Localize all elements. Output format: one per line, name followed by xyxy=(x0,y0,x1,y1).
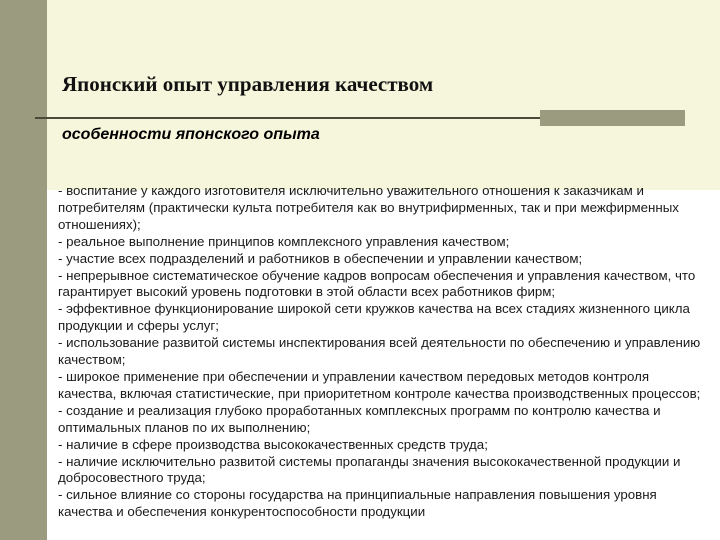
list-item: - широкое применение при обеспечении и управлении качеством передовых методов контроля качества, включая статистические, при приоритетном контроле качества производственных процессов; xyxy=(58,368,701,401)
slide-title: Японский опыт управления качеством xyxy=(62,72,434,96)
list-item: - создание и реализация глубоко проработанных комплексных программ по контролю качества и оптимальных планов по их выполнению; xyxy=(58,402,661,435)
list-item: - наличие исключительно развитой системы пропаганды значения высококачественной продукции и добросовестного труда; xyxy=(58,453,681,486)
divider-accent-block xyxy=(540,110,685,126)
list-item: - воспитание у каждого изготовителя исключительно уважительного отношения к заказчикам и потребителям (практически культа потребителя как во внутрифирменных, так и при межфирменных отношениях); xyxy=(58,183,679,232)
list-item: - сильное влияние со стороны государства на принципиальные направления повышения уровня качества и обеспечения конкурентоспособности продукции xyxy=(58,487,657,520)
list-item: - наличие в сфере производства высококачественных средств труда; xyxy=(58,436,488,452)
list-item: - эффективное функционирование широкой сети кружков качества на всех стадиях жизненного цикла продукции и сферы услуг; xyxy=(58,301,690,334)
list-item: - участие всех подразделений и работников в обеспечении и управлении качеством; xyxy=(58,250,583,266)
feature-list xyxy=(58,183,710,521)
left-accent-bar xyxy=(0,0,47,540)
slide-subtitle: особенности японского опыта xyxy=(62,126,320,143)
title-divider-line xyxy=(35,117,540,119)
list-item: - использование развитой системы инспектирования всей деятельности по обеспечению и управлению качеством; xyxy=(58,335,701,368)
list-item: - реальное выполнение принципов комплексного управления качеством; xyxy=(58,233,510,249)
list-item: - непрерывное систематическое обучение кадров вопросам обеспечения и управления качеством, что гарантирует высокий уровень подготовки в этой области всех работников фирм; xyxy=(58,267,696,300)
